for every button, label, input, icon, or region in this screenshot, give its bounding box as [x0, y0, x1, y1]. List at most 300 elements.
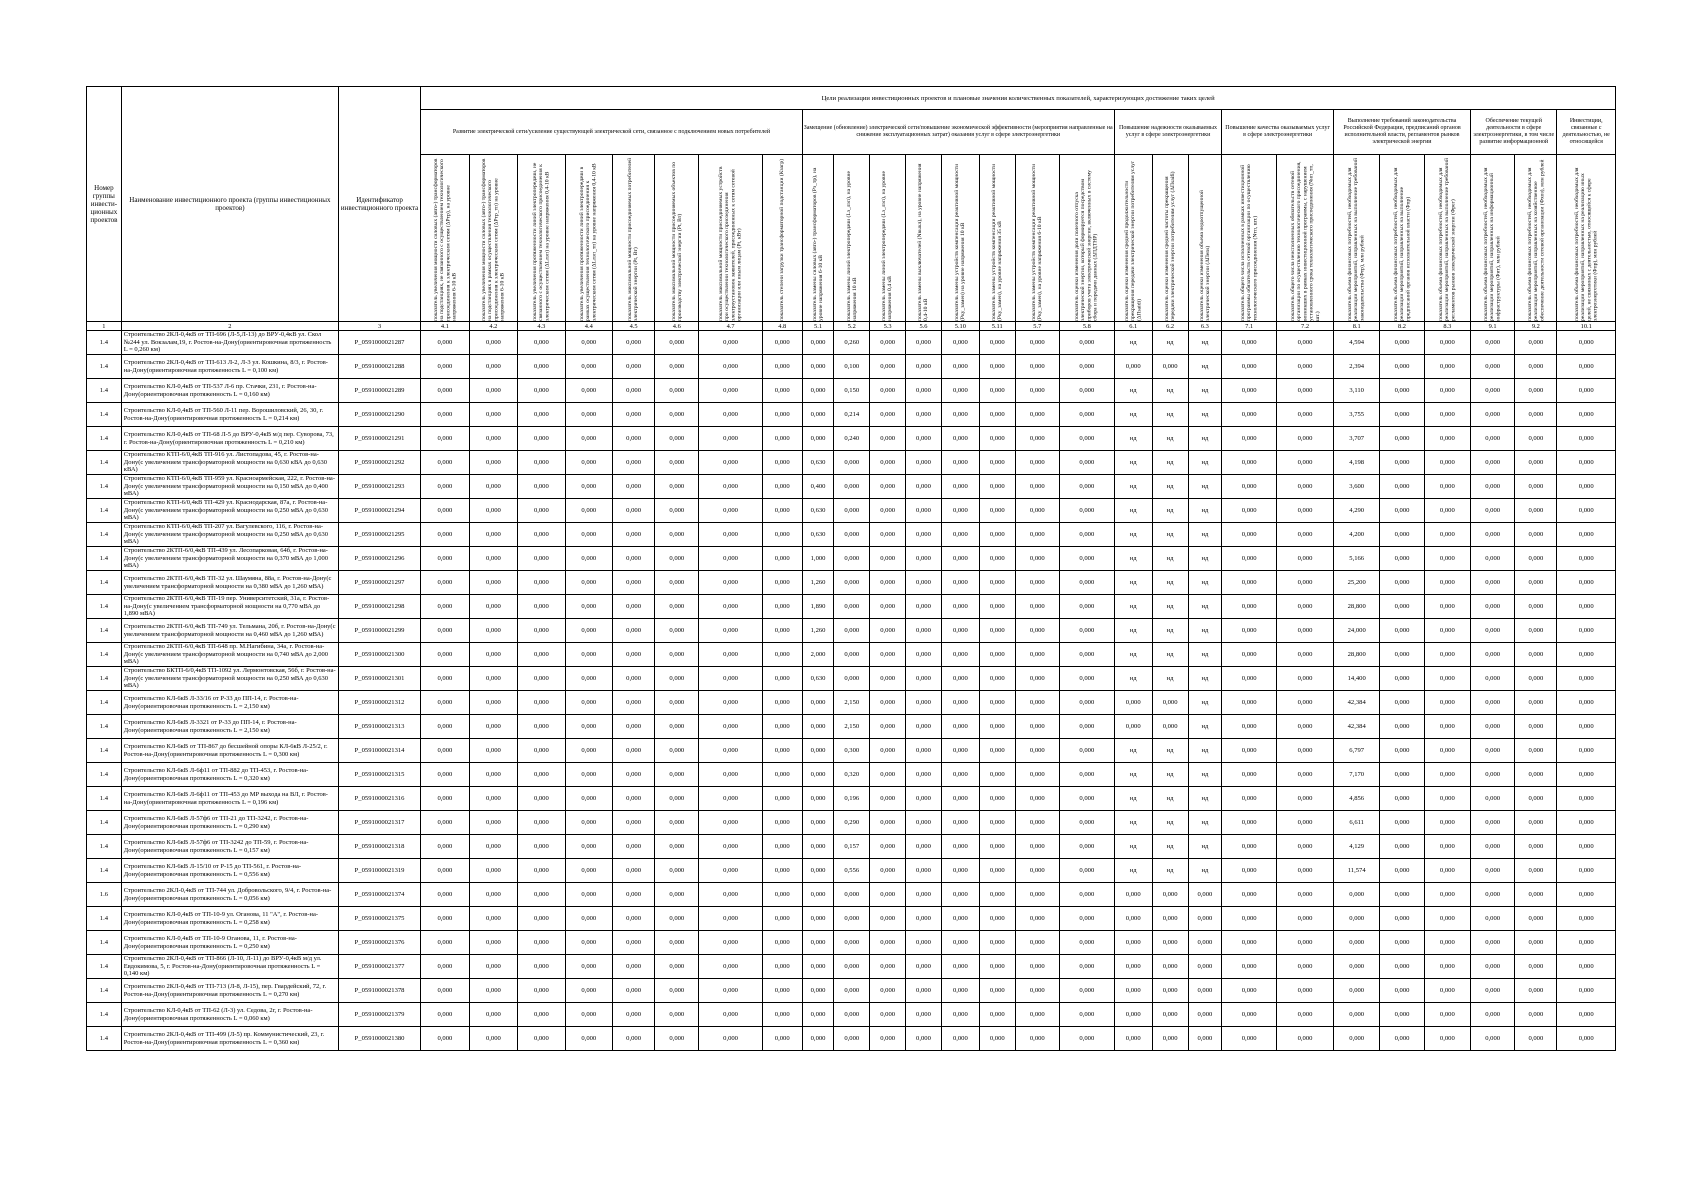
- indicator-value-cell: 0,000: [979, 595, 1015, 619]
- indicator-value-cell: 0,000: [699, 763, 762, 787]
- indicator-value-cell: 0,000: [1424, 499, 1470, 523]
- indicator-value-cell: 0,000: [518, 595, 565, 619]
- group-number-cell: 1.4: [87, 763, 122, 787]
- indicator-value-cell: 0,000: [1015, 499, 1059, 523]
- group-number-cell: 1.4: [87, 499, 122, 523]
- indicator-value-cell: 0,000: [906, 403, 942, 427]
- indicator-value-cell: 0,000: [979, 715, 1015, 739]
- indicator-value-cell: 0,000: [613, 691, 655, 715]
- indicator-value-cell: 0,000: [906, 1027, 942, 1051]
- indicator-value-cell: 0,000: [655, 403, 699, 427]
- indicator-value-cell: 0,000: [1222, 787, 1277, 811]
- indicator-value-cell: 0,000: [1334, 1003, 1380, 1027]
- indicator-value-cell: 0,000: [1015, 787, 1059, 811]
- indicator-value-cell: 0,000: [1222, 931, 1277, 955]
- indicator-value-cell: 0,000: [1015, 859, 1059, 883]
- indicator-value-cell: 0,000: [699, 355, 762, 379]
- indicator-value-cell: 0,000: [1380, 715, 1424, 739]
- indicator-value-cell: 0,000: [1557, 763, 1616, 787]
- header-indicator-label: показатель увеличения протяженности линий электропередачи в рамках осуществления технологического присоединения к электрическим сетям (ΔLлэп_тп) на уровне напряжения 0,4-10 кВ: [579, 163, 598, 321]
- indicator-value-cell: нд: [1188, 835, 1222, 859]
- indicator-value-cell: 0,000: [941, 571, 979, 595]
- column-number: 5.7: [1015, 322, 1059, 331]
- indicator-value-cell: 0,000: [1059, 331, 1114, 355]
- indicator-value-cell: 0,000: [979, 331, 1015, 355]
- column-number: 7.1: [1222, 322, 1277, 331]
- header-indicator: [1380, 155, 1424, 322]
- indicator-value-cell: 0,000: [1059, 571, 1114, 595]
- indicator-value-cell: 0,000: [1222, 763, 1277, 787]
- header-goal-replacement: Замещение (обновление) электрической сети/повышение экономической эффективности (мероприятия направленные на снижение эксплуатационных затрат) оказания услуг в сфере электроэнергетики: [802, 110, 1114, 155]
- indicator-value-cell: нд: [1114, 619, 1152, 643]
- indicator-value-cell: 0,000: [1222, 1027, 1277, 1051]
- column-number: 4.6: [655, 322, 699, 331]
- table-row: [87, 763, 1616, 787]
- indicator-value-cell: 0,000: [1015, 907, 1059, 931]
- group-number-cell: 1.4: [87, 1027, 122, 1051]
- indicator-value-cell: 0,000: [1015, 811, 1059, 835]
- indicator-value-cell: 0,000: [1380, 595, 1424, 619]
- indicator-value-cell: 0,000: [1277, 883, 1334, 907]
- indicator-value-cell: 0,000: [565, 787, 612, 811]
- group-number-cell: 1.4: [87, 379, 122, 403]
- indicator-value-cell: 0,000: [762, 355, 802, 379]
- indicator-value-cell: нд: [1114, 739, 1152, 763]
- indicator-value-cell: 0,000: [762, 667, 802, 691]
- indicator-value-cell: 0,000: [421, 691, 469, 715]
- indicator-value-cell: 0,000: [906, 619, 942, 643]
- indicator-value-cell: 0,000: [1424, 427, 1470, 451]
- indicator-value-cell: 0,000: [699, 955, 762, 979]
- indicator-value-cell: 0,000: [1152, 931, 1188, 955]
- group-number-cell: 1.4: [87, 523, 122, 547]
- indicator-value-cell: 0,000: [699, 811, 762, 835]
- indicator-value-cell: 0,000: [1557, 547, 1616, 571]
- indicator-value-cell: 0,000: [979, 811, 1015, 835]
- indicator-value-cell: нд: [1152, 331, 1188, 355]
- indicator-value-cell: 0,000: [1471, 667, 1515, 691]
- indicator-value-cell: нд: [1188, 571, 1222, 595]
- indicator-value-cell: нд: [1188, 331, 1222, 355]
- group-number-cell: 1.4: [87, 595, 122, 619]
- indicator-value-cell: 0,000: [1188, 1027, 1222, 1051]
- indicator-value-cell: 0,000: [1015, 835, 1059, 859]
- indicator-value-cell: 0,000: [1059, 955, 1114, 979]
- indicator-value-cell: нд: [1152, 835, 1188, 859]
- indicator-value-cell: 0,000: [518, 427, 565, 451]
- indicator-value-cell: 0,000: [979, 1027, 1015, 1051]
- project-id-cell: P_0591000021299: [338, 619, 420, 643]
- indicator-value-cell: 28,800: [1334, 595, 1380, 619]
- indicator-value-cell: 0,000: [1222, 451, 1277, 475]
- indicator-value-cell: 0,000: [906, 907, 942, 931]
- indicator-value-cell: 0,000: [1424, 715, 1470, 739]
- indicator-value-cell: 0,000: [655, 523, 699, 547]
- indicator-value-cell: 0,000: [699, 499, 762, 523]
- indicator-value-cell: 0,000: [979, 883, 1015, 907]
- indicator-value-cell: 0,000: [1114, 979, 1152, 1003]
- indicator-value-cell: 0,000: [1114, 931, 1152, 955]
- investment-projects-table: [86, 86, 1616, 1051]
- indicator-value-cell: нд: [1188, 715, 1222, 739]
- indicator-value-cell: 0,000: [1380, 1003, 1424, 1027]
- column-number: 6.2: [1152, 322, 1188, 331]
- indicator-value-cell: 0,000: [870, 619, 906, 643]
- column-number: 5.1: [802, 322, 834, 331]
- indicator-value-cell: нд: [1188, 379, 1222, 403]
- indicator-value-cell: 0,630: [802, 667, 834, 691]
- indicator-value-cell: нд: [1188, 811, 1222, 835]
- indicator-value-cell: 0,000: [802, 1003, 834, 1027]
- table-row: [87, 379, 1616, 403]
- indicator-value-cell: 0,000: [518, 739, 565, 763]
- column-number: 1: [87, 322, 122, 331]
- group-number-cell: 1.4: [87, 691, 122, 715]
- indicator-value-cell: 0,000: [655, 379, 699, 403]
- indicator-value-cell: 0,000: [421, 379, 469, 403]
- indicator-value-cell: 0,000: [421, 835, 469, 859]
- indicator-value-cell: 0,000: [699, 547, 762, 571]
- indicator-value-cell: 0,000: [802, 379, 834, 403]
- column-number: 5.6: [906, 322, 942, 331]
- header-indicator-label: показатель оценки изменения объема недоотпущенной электрической энергии (ΔПens): [1198, 190, 1211, 321]
- indicator-value-cell: 0,000: [613, 619, 655, 643]
- header-indicator: [421, 155, 469, 322]
- indicator-value-cell: 0,000: [802, 355, 834, 379]
- indicator-value-cell: 0,000: [421, 547, 469, 571]
- indicator-value-cell: 0,000: [1277, 979, 1334, 1003]
- indicator-value-cell: 0,000: [870, 715, 906, 739]
- project-name-cell: Строительство БКТП-6/0,4кВ ТП-1092 ул. Лермонтовская, 56б, г. Ростов-на-Дону(с увеличением трансформаторной мощности на 0,250 мВА до 0,630 мВА): [121, 667, 338, 691]
- indicator-value-cell: 0,000: [941, 643, 979, 667]
- header-indicator: [1059, 155, 1114, 322]
- indicator-value-cell: 0,000: [1424, 691, 1470, 715]
- header-indicator-label: показатель объема финансовых потребностей, необходимых для реализации мероприятий, направленных на выполнение требований регламентов рынков электрической энергии (Фрег): [1438, 158, 1457, 321]
- indicator-value-cell: 0,000: [979, 523, 1015, 547]
- indicator-value-cell: 0,000: [1015, 955, 1059, 979]
- indicator-value-cell: 0,000: [565, 763, 612, 787]
- table-row: [87, 571, 1616, 595]
- indicator-value-cell: 0,000: [655, 883, 699, 907]
- indicator-value-cell: 0,000: [565, 499, 612, 523]
- indicator-value-cell: 0,000: [1424, 571, 1470, 595]
- indicator-value-cell: 3,707: [1334, 427, 1380, 451]
- indicator-value-cell: 0,000: [1277, 907, 1334, 931]
- indicator-value-cell: 0,000: [762, 451, 802, 475]
- indicator-value-cell: 0,000: [1277, 403, 1334, 427]
- indicator-value-cell: 0,000: [1557, 979, 1616, 1003]
- indicator-value-cell: 0,000: [1277, 739, 1334, 763]
- indicator-value-cell: 0,000: [762, 547, 802, 571]
- project-id-cell: P_0591000021375: [338, 907, 420, 931]
- indicator-value-cell: 0,000: [699, 739, 762, 763]
- indicator-value-cell: нд: [1188, 787, 1222, 811]
- project-name-cell: Строительство 2КЛ-0,4кВ от ТП-713 (Л-8, Л-15), пер. Гвардейский, 72, г. Ростов-на-Дону(ориентировочная протяженность L = 0,270 км): [121, 979, 338, 1003]
- indicator-value-cell: 6,611: [1334, 811, 1380, 835]
- indicator-value-cell: 0,000: [1515, 331, 1557, 355]
- indicator-value-cell: 0,000: [518, 523, 565, 547]
- indicator-value-cell: 0,000: [421, 571, 469, 595]
- indicator-value-cell: 0,000: [613, 403, 655, 427]
- indicator-value-cell: 0,000: [1424, 907, 1470, 931]
- indicator-value-cell: 0,000: [1222, 907, 1277, 931]
- project-name-cell: Строительство КЛ-6кВ Л-6ф11 от ТП-882 до ТП-453, г. Ростов-на-Дону(ориентировочная протяженность L = 0,320 км): [121, 763, 338, 787]
- indicator-value-cell: 0,000: [421, 427, 469, 451]
- indicator-value-cell: 0,000: [565, 379, 612, 403]
- column-number: 10.1: [1557, 322, 1616, 331]
- table-row: [87, 427, 1616, 451]
- header-goals-title: Цели реализации инвестиционных проектов и плановые значения количественных показателей, характеризующих достижение таких целей: [421, 87, 1616, 110]
- indicator-value-cell: 0,000: [906, 859, 942, 883]
- indicator-value-cell: 0,000: [1424, 595, 1470, 619]
- indicator-value-cell: 0,000: [762, 595, 802, 619]
- indicator-value-cell: 0,000: [469, 451, 517, 475]
- indicator-value-cell: нд: [1152, 475, 1188, 499]
- indicator-value-cell: 0,000: [802, 811, 834, 835]
- group-number-cell: 1.4: [87, 715, 122, 739]
- header-goal-reliability: Повышение надежности оказываемых услуг в сфере электроэнергетики: [1114, 110, 1222, 155]
- indicator-value-cell: 0,000: [870, 355, 906, 379]
- indicator-value-cell: 3,600: [1334, 475, 1380, 499]
- indicator-value-cell: 0,000: [1277, 787, 1334, 811]
- indicator-value-cell: 0,000: [1380, 787, 1424, 811]
- project-name-cell: Строительство 2КТП-6/0,4кВ ТП-32 ул. Шаумяна, 88а, г. Ростов-на-Дону(с увеличением трансформаторной мощности на 0,380 мВА до 1,260 мВА): [121, 571, 338, 595]
- indicator-value-cell: 0,000: [802, 859, 834, 883]
- indicator-value-cell: 0,000: [1059, 499, 1114, 523]
- indicator-value-cell: 0,000: [1015, 979, 1059, 1003]
- indicator-value-cell: 0,000: [469, 763, 517, 787]
- column-number: 8.3: [1424, 322, 1470, 331]
- indicator-value-cell: 0,000: [1424, 1003, 1470, 1027]
- indicator-value-cell: 0,000: [870, 739, 906, 763]
- project-name-cell: Строительство 2КЛ-0,4кВ от ТП-499 (Л-5) пр. Коммунистический, 23, г. Ростов-на-Дону(ориентировочная протяженность L = 0,360 км): [121, 1027, 338, 1051]
- indicator-value-cell: 0,000: [941, 931, 979, 955]
- indicator-value-cell: 0,000: [870, 787, 906, 811]
- header-indicator-label: показатель объема финансовых потребностей, необходимых для реализации мероприятий, направленных на хозяйственное обеспечение деятельности сетевой организации (Фхоз), млн рублей: [1526, 159, 1545, 321]
- indicator-value-cell: 0,000: [1471, 403, 1515, 427]
- indicator-value-cell: 0,000: [421, 859, 469, 883]
- indicator-value-cell: 0,000: [941, 523, 979, 547]
- indicator-value-cell: 0,000: [1059, 475, 1114, 499]
- indicator-value-cell: 4,290: [1334, 499, 1380, 523]
- indicator-value-cell: 0,000: [469, 811, 517, 835]
- indicator-value-cell: 0,000: [655, 1027, 699, 1051]
- indicator-value-cell: 0,000: [906, 595, 942, 619]
- project-id-cell: P_0591000021288: [338, 355, 420, 379]
- indicator-value-cell: 28,800: [1334, 643, 1380, 667]
- indicator-value-cell: 0,000: [518, 571, 565, 595]
- indicator-value-cell: 0,000: [1277, 379, 1334, 403]
- indicator-value-cell: 0,000: [906, 355, 942, 379]
- indicator-value-cell: 0,000: [906, 499, 942, 523]
- indicator-value-cell: 0,000: [1557, 451, 1616, 475]
- project-name-cell: Строительство 2КТП-6/0,4кВ ТП-749 ул. Тельмана, 20б, г. Ростов-на-Дону(с увеличением трансформаторной мощности на 0,460 мВА до 1,260 мВА): [121, 619, 338, 643]
- indicator-value-cell: 0,000: [979, 499, 1015, 523]
- column-number: 6.1: [1114, 322, 1152, 331]
- indicator-value-cell: 0,290: [834, 811, 870, 835]
- indicator-value-cell: 0,000: [1015, 1003, 1059, 1027]
- indicator-value-cell: 0,000: [762, 787, 802, 811]
- indicator-value-cell: 0,000: [518, 979, 565, 1003]
- table-row: [87, 691, 1616, 715]
- indicator-value-cell: 0,000: [613, 907, 655, 931]
- indicator-value-cell: 0,000: [1334, 955, 1380, 979]
- indicator-value-cell: 0,000: [565, 547, 612, 571]
- indicator-value-cell: нд: [1152, 763, 1188, 787]
- indicator-value-cell: 0,000: [1515, 715, 1557, 739]
- indicator-value-cell: 0,000: [1059, 523, 1114, 547]
- indicator-value-cell: 0,000: [469, 331, 517, 355]
- indicator-value-cell: нд: [1188, 475, 1222, 499]
- indicator-value-cell: 0,000: [1424, 739, 1470, 763]
- indicator-value-cell: 0,000: [565, 979, 612, 1003]
- indicator-value-cell: 2,150: [834, 715, 870, 739]
- indicator-value-cell: 0,000: [565, 427, 612, 451]
- project-name-cell: Строительство КЛ-0,4кВ от ТП-560 Л-11 пер. Ворошиловский, 26, 30, г. Ростов-на-Дону(ориентировочная протяженность L = 0,214 км): [121, 403, 338, 427]
- indicator-value-cell: 0,000: [870, 643, 906, 667]
- indicator-value-cell: 0,000: [565, 475, 612, 499]
- indicator-value-cell: 0,000: [1515, 667, 1557, 691]
- header-goal-development: Развитие электрической сети/усиление существующей электрической сети, связанное с подключением новых потребителей: [421, 110, 803, 155]
- indicator-value-cell: 0,000: [565, 667, 612, 691]
- indicator-value-cell: 0,000: [1380, 883, 1424, 907]
- header-indicator: [906, 155, 942, 322]
- indicator-value-cell: 0,000: [906, 787, 942, 811]
- indicator-value-cell: 0,000: [762, 955, 802, 979]
- project-id-cell: P_0591000021290: [338, 403, 420, 427]
- indicator-value-cell: нд: [1152, 667, 1188, 691]
- indicator-value-cell: 2,000: [802, 643, 834, 667]
- indicator-value-cell: 0,000: [834, 979, 870, 1003]
- indicator-value-cell: 0,000: [421, 667, 469, 691]
- header-indicator: [1188, 155, 1222, 322]
- column-number: 4.5: [613, 322, 655, 331]
- indicator-value-cell: 0,000: [1059, 979, 1114, 1003]
- indicator-value-cell: 0,000: [834, 955, 870, 979]
- indicator-value-cell: 0,000: [1380, 499, 1424, 523]
- table-row: [87, 331, 1616, 355]
- indicator-value-cell: 0,000: [1380, 475, 1424, 499]
- indicator-value-cell: 0,000: [1015, 763, 1059, 787]
- project-name-cell: Строительство КЛ-0,4кВ от ТП-62 (Л-3) ул. Седова, 2г, г. Ростов-на-Дону(ориентировочная протяженность L = 0,060 км): [121, 1003, 338, 1027]
- indicator-value-cell: 0,000: [1515, 451, 1557, 475]
- indicator-value-cell: 0,000: [906, 451, 942, 475]
- indicator-value-cell: 0,000: [518, 355, 565, 379]
- project-name-cell: Строительство 2КЛ-0,4кВ от ТП-744 ул. Добровольского, 9/4, г. Ростов-на-Дону(ориентировочная протяженность L = 0,056 км): [121, 883, 338, 907]
- indicator-value-cell: 0,000: [870, 595, 906, 619]
- header-indicator-label: показатель увеличения протяженности линий электропередачи, не связанного с осуществлением технологического присоединения к электрическим сетям (ΔLлэп) на уровне напряжения 0,4-10 кВ: [532, 162, 551, 321]
- indicator-value-cell: 0,000: [1424, 523, 1470, 547]
- indicator-value-cell: 0,000: [421, 523, 469, 547]
- indicator-value-cell: 0,000: [762, 619, 802, 643]
- indicator-value-cell: 0,000: [870, 859, 906, 883]
- indicator-value-cell: 0,000: [1471, 355, 1515, 379]
- indicator-value-cell: 0,000: [613, 931, 655, 955]
- indicator-value-cell: 0,000: [421, 883, 469, 907]
- indicator-value-cell: 0,000: [518, 1003, 565, 1027]
- indicator-value-cell: 0,000: [979, 955, 1015, 979]
- indicator-value-cell: 0,000: [870, 547, 906, 571]
- indicator-value-cell: 0,000: [906, 739, 942, 763]
- indicator-value-cell: 0,000: [762, 811, 802, 835]
- indicator-value-cell: 0,000: [979, 859, 1015, 883]
- indicator-value-cell: 0,000: [941, 739, 979, 763]
- indicator-value-cell: 0,000: [762, 379, 802, 403]
- project-name-cell: Строительство 2КТП-6/0,4кВ ТП-439 ул. Лесопарковая, 64б, г. Ростов-на-Дону(с увеличением трансформаторной мощности на 0,370 мВА до 1,000 мВА): [121, 547, 338, 571]
- indicator-value-cell: 0,000: [1222, 739, 1277, 763]
- indicator-value-cell: 0,000: [421, 643, 469, 667]
- indicator-value-cell: 0,000: [469, 979, 517, 1003]
- group-number-cell: 1.4: [87, 643, 122, 667]
- indicator-value-cell: нд: [1114, 571, 1152, 595]
- indicator-value-cell: 24,000: [1334, 619, 1380, 643]
- indicator-value-cell: 0,000: [1015, 571, 1059, 595]
- indicator-value-cell: 0,000: [469, 427, 517, 451]
- header-indicator-label: показатель оценки изменения средней продолжительности прекращения передачи электрической энергии потребителям услуг (ΔПsaidi): [1123, 160, 1143, 321]
- indicator-value-cell: 0,000: [613, 667, 655, 691]
- indicator-value-cell: нд: [1188, 595, 1222, 619]
- header-indicator: [1015, 155, 1059, 322]
- indicator-value-cell: 0,000: [1152, 907, 1188, 931]
- indicator-value-cell: 0,000: [518, 667, 565, 691]
- indicator-value-cell: 0,000: [1277, 1003, 1334, 1027]
- indicator-value-cell: 0,000: [941, 499, 979, 523]
- indicator-value-cell: 0,000: [870, 331, 906, 355]
- indicator-value-cell: 0,000: [1152, 955, 1188, 979]
- indicator-value-cell: 0,000: [941, 763, 979, 787]
- indicator-value-cell: 0,000: [613, 1027, 655, 1051]
- indicator-value-cell: 0,000: [469, 667, 517, 691]
- indicator-value-cell: 0,300: [834, 739, 870, 763]
- indicator-value-cell: 0,000: [469, 475, 517, 499]
- table-row: [87, 475, 1616, 499]
- indicator-value-cell: 0,000: [613, 451, 655, 475]
- column-number: 5.10: [941, 322, 979, 331]
- indicator-value-cell: 0,000: [1188, 955, 1222, 979]
- indicator-value-cell: 0,000: [870, 571, 906, 595]
- indicator-value-cell: 0,000: [941, 883, 979, 907]
- indicator-value-cell: 0,000: [1471, 1003, 1515, 1027]
- indicator-value-cell: 0,000: [870, 691, 906, 715]
- indicator-value-cell: 0,196: [834, 787, 870, 811]
- indicator-value-cell: 0,000: [518, 859, 565, 883]
- indicator-value-cell: 0,000: [1059, 1003, 1114, 1027]
- indicator-value-cell: 14,400: [1334, 667, 1380, 691]
- indicator-value-cell: 0,000: [421, 595, 469, 619]
- indicator-value-cell: 0,000: [699, 1027, 762, 1051]
- indicator-value-cell: 0,000: [1059, 907, 1114, 931]
- group-number-cell: 1.4: [87, 787, 122, 811]
- indicator-value-cell: 0,000: [469, 595, 517, 619]
- indicator-value-cell: 0,000: [906, 571, 942, 595]
- indicator-value-cell: 0,000: [518, 619, 565, 643]
- indicator-value-cell: 0,000: [1059, 835, 1114, 859]
- project-name-cell: Строительство КЛ-6кВ Л-57ф6 от ТП-21 до ТП-3242, г. Ростов-на-Дону(ориентировочная протяженность L = 0,290 км): [121, 811, 338, 835]
- table-row: [87, 355, 1616, 379]
- column-number: 3: [338, 322, 420, 331]
- group-number-cell: 1.4: [87, 475, 122, 499]
- indicator-value-cell: 0,000: [1557, 787, 1616, 811]
- project-id-cell: P_0591000021380: [338, 1027, 420, 1051]
- indicator-value-cell: 4,856: [1334, 787, 1380, 811]
- table-row: [87, 499, 1616, 523]
- indicator-value-cell: 0,000: [565, 739, 612, 763]
- indicator-value-cell: 0,000: [906, 835, 942, 859]
- indicator-value-cell: 0,000: [1334, 907, 1380, 931]
- header-indicator: [655, 155, 699, 322]
- indicator-value-cell: 0,000: [1380, 643, 1424, 667]
- project-name-cell: Строительство 2КЛ-0,4кВ от ТП-866 (Л-10, Л-11) до ВРУ-0,4кВ м/д ул. Евдокимова, 5, г. Ростов-на-Дону(ориентировочная протяженность L = 0,140 км): [121, 955, 338, 979]
